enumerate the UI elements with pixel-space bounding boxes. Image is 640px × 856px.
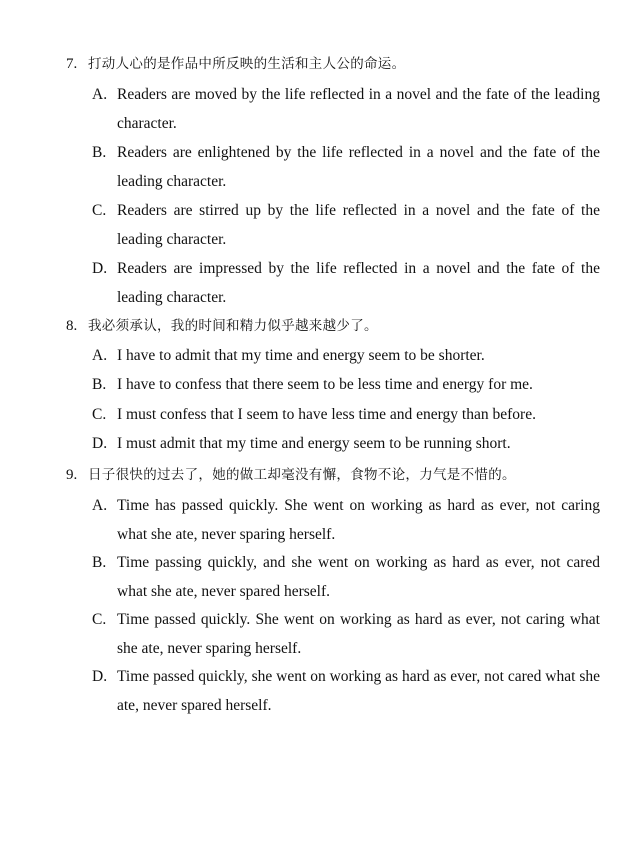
- option-8a: [92, 341, 600, 370]
- option-text: Readers are impressed by the life reflected in a novel and the fate of the leading character.: [117, 260, 600, 306]
- option-letter: A.: [92, 497, 108, 514]
- option-letter: B.: [92, 144, 107, 161]
- option-7d: [92, 254, 600, 312]
- option-9b: [92, 548, 600, 606]
- option-text: Time passing quickly, and she went on working as hard as ever, not cared what she ate, never spared herself.: [117, 554, 600, 600]
- option-text: Readers are stirred up by the life reflected in a novel and the fate of the leading character.: [117, 202, 600, 248]
- option-text: Time passed quickly, she went on working as hard as ever, not cared what she ate, never spared herself.: [117, 668, 600, 714]
- option-letter: D.: [92, 435, 108, 452]
- option-text: Readers are enlightened by the life reflected in a novel and the fate of the leading character.: [117, 144, 600, 190]
- question-text: 我必须承认，我的时间和精力似乎越来越少了。: [88, 318, 378, 334]
- option-text: Time has passed quickly. She went on working as hard as ever, not caring what she ate, never sparing herself.: [117, 497, 600, 543]
- question-number: 8.: [66, 318, 78, 334]
- option-8c: [92, 400, 600, 429]
- question-text: 打动人心的是作品中所反映的生活和主人公的命运。: [88, 56, 406, 72]
- option-letter: C.: [92, 611, 107, 628]
- option-text: Time passed quickly. She went on working as hard as ever, not caring what she ate, never sparing herself.: [117, 611, 600, 657]
- option-9a: [92, 491, 600, 549]
- question-text: 日子很快的过去了，她的做工却毫没有懈，食物不论，力气是不惜的。: [88, 467, 516, 483]
- question-stem: [66, 464, 606, 486]
- question-stem: [66, 53, 606, 75]
- option-letter: A.: [92, 86, 108, 103]
- option-text: I have to confess that there seem to be less time and energy for me.: [117, 376, 533, 393]
- option-text: I must admit that my time and energy seem to be running short.: [117, 435, 511, 452]
- option-9c: [92, 605, 600, 663]
- option-text: I have to admit that my time and energy seem to be shorter.: [117, 347, 485, 364]
- question-stem: [66, 315, 606, 337]
- option-8d: [92, 429, 600, 458]
- option-letter: D.: [92, 668, 108, 685]
- option-letter: C.: [92, 406, 107, 423]
- option-9d: [92, 662, 600, 720]
- option-letter: D.: [92, 260, 108, 277]
- option-letter: B.: [92, 554, 107, 571]
- option-7c: [92, 196, 600, 254]
- option-letter: A.: [92, 347, 108, 364]
- question-8: [66, 315, 606, 337]
- option-text: Readers are moved by the life reflected in a novel and the fate of the leading character.: [117, 86, 600, 132]
- question-7: [66, 53, 606, 75]
- question-9: [66, 464, 606, 486]
- question-number: 7.: [66, 56, 78, 72]
- option-8b: [92, 370, 600, 399]
- option-letter: B.: [92, 376, 107, 393]
- option-text: I must confess that I seem to have less time and energy than before.: [117, 406, 536, 423]
- option-letter: C.: [92, 202, 107, 219]
- question-number: 9.: [66, 467, 78, 483]
- option-7b: [92, 138, 600, 196]
- option-7a: [92, 80, 600, 138]
